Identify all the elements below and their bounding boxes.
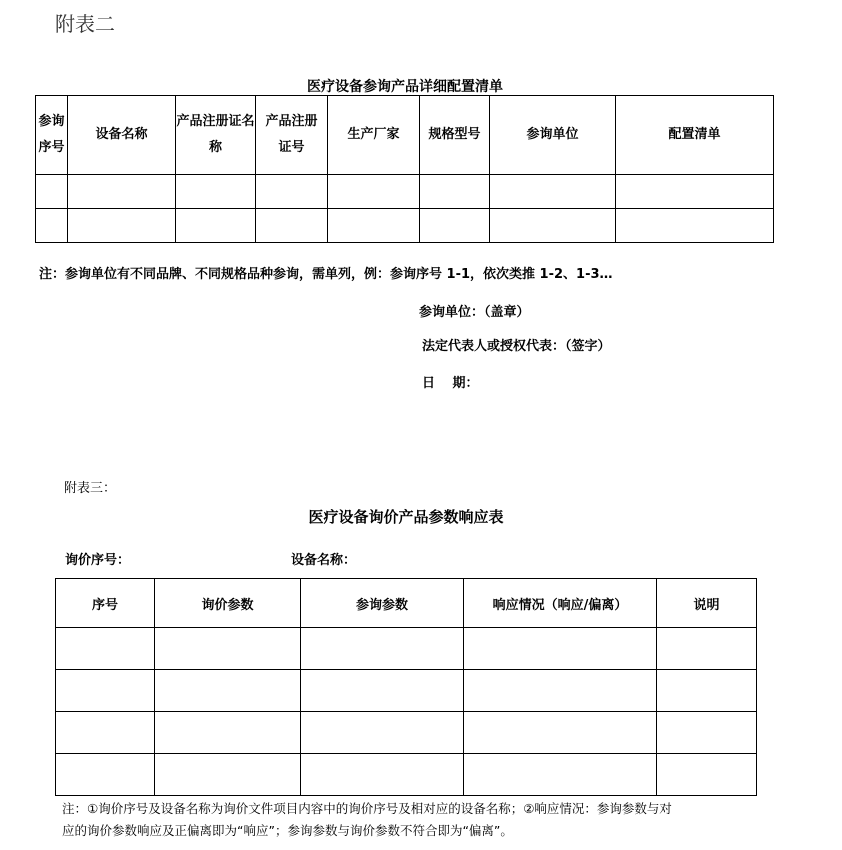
table-cell[interactable]: [464, 754, 657, 796]
signature-unit: 参询单位：（盖章）: [419, 305, 530, 320]
table-cell[interactable]: [490, 209, 616, 243]
header-config-list: 配置清单: [616, 96, 774, 175]
table-header-row: [56, 579, 757, 628]
table-cell[interactable]: [301, 754, 464, 796]
table-cell[interactable]: [176, 209, 256, 243]
header-inquiry-unit: 参询单位: [490, 96, 616, 175]
annex3-note-line2: 应的询价参数响应及正偏离即为“响应”；参询参数与询价参数不符合即为“偏离”。: [62, 823, 513, 838]
inquiry-no-label: 询价序号：: [65, 553, 131, 568]
table-cell[interactable]: [56, 754, 155, 796]
table-cell[interactable]: [328, 209, 420, 243]
table-cell[interactable]: [301, 670, 464, 712]
table-cell[interactable]: [36, 175, 68, 209]
table-cell[interactable]: [56, 628, 155, 670]
table-row: [56, 712, 757, 754]
header-equipment-name: 设备名称: [68, 96, 176, 175]
table-cell[interactable]: [56, 712, 155, 754]
annex3-title: 医疗设备询价产品参数响应表: [308, 508, 504, 526]
table-cell[interactable]: [657, 670, 757, 712]
table-cell[interactable]: [490, 175, 616, 209]
table-cell[interactable]: [68, 175, 176, 209]
table-cell[interactable]: [328, 175, 420, 209]
table-cell[interactable]: [155, 754, 301, 796]
table-cell[interactable]: [301, 712, 464, 754]
annex3-note: [62, 798, 762, 842]
header-remarks: 说明: [657, 579, 757, 628]
table-row: [56, 628, 757, 670]
table-row: [56, 754, 757, 796]
config-list-table: [35, 95, 774, 243]
header-response-status: 响应情况（响应/偏离）: [464, 579, 657, 628]
header-registration-name: 产品注册证名称: [176, 96, 256, 175]
table-cell[interactable]: [464, 628, 657, 670]
table-cell[interactable]: [36, 209, 68, 243]
table-header-row: [36, 96, 774, 175]
table-cell[interactable]: [56, 670, 155, 712]
header-offer-params: 参询参数: [301, 579, 464, 628]
header-registration-no: 产品注册证号: [256, 96, 328, 175]
table1-title: 医疗设备参询产品详细配置清单: [307, 79, 503, 95]
table-cell[interactable]: [256, 209, 328, 243]
table-cell[interactable]: [301, 628, 464, 670]
table-row: [56, 670, 757, 712]
table-cell[interactable]: [657, 712, 757, 754]
table-cell[interactable]: [616, 209, 774, 243]
annex3-note-line1: 注：①询价序号及设备名称为询价文件项目内容中的询价序号及相对应的设备名称；②响应情况：参询参数与对: [62, 801, 672, 816]
header-manufacturer: 生产厂家: [328, 96, 420, 175]
table-cell[interactable]: [464, 712, 657, 754]
table1-note: 注：参询单位有不同品牌、不同规格品种参询，需单列，例：参询序号 1-1，依次类推 1-2、1-3…: [39, 267, 613, 282]
page-title: 附表二: [55, 12, 115, 36]
header-model: 规格型号: [420, 96, 490, 175]
table-cell[interactable]: [616, 175, 774, 209]
header-inquiry-params: 询价参数: [155, 579, 301, 628]
equipment-name-label: 设备名称：: [291, 553, 357, 568]
table-cell[interactable]: [420, 175, 490, 209]
parameter-response-table: [55, 578, 757, 796]
header-serial-no: 序号: [56, 579, 155, 628]
table-cell[interactable]: [464, 670, 657, 712]
annex3-label: 附表三：: [64, 481, 117, 496]
table-cell[interactable]: [420, 209, 490, 243]
table-cell[interactable]: [68, 209, 176, 243]
table-cell[interactable]: [256, 175, 328, 209]
table-cell[interactable]: [155, 628, 301, 670]
table-cell[interactable]: [657, 754, 757, 796]
table-row: [36, 209, 774, 243]
signature-date: 日 期：: [422, 376, 479, 391]
table-cell[interactable]: [155, 712, 301, 754]
table-cell[interactable]: [176, 175, 256, 209]
table-cell[interactable]: [155, 670, 301, 712]
table-row: [36, 175, 774, 209]
table-cell[interactable]: [657, 628, 757, 670]
signature-representative: 法定代表人或授权代表：（签字）: [422, 339, 611, 354]
header-inquiry-no: 参询序号: [36, 96, 68, 175]
